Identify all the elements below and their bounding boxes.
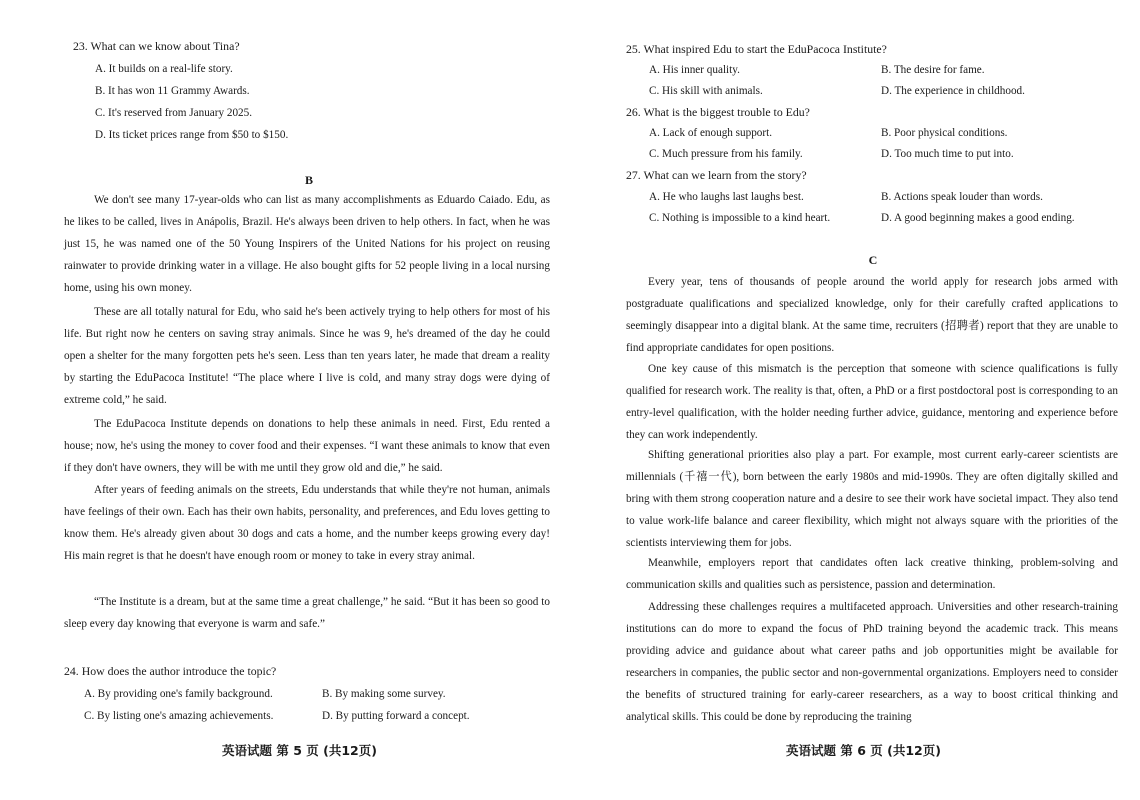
question-23-option-c: C. It's reserved from January 2025. xyxy=(95,107,253,119)
question-24-option-c: C. By listing one's amazing achievements. xyxy=(84,710,274,722)
section-c-paragraph-4: Meanwhile, employers report that candidates often lack creative thinking, problem-solving and communication skills and qualities such as persistence, passion and determination. xyxy=(626,557,1118,591)
section-b-heading: B xyxy=(304,173,313,187)
question-25-stem: 25. What inspired Edu to start the EduPacoca Institute? xyxy=(626,42,887,56)
question-25-option-b: B. The desire for fame. xyxy=(881,64,985,76)
question-23-option-b: B. It has won 11 Grammy Awards. xyxy=(95,85,250,97)
question-27-stem: 27. What can we learn from the story? xyxy=(626,168,807,182)
question-26-option-a: A. Lack of enough support. xyxy=(649,127,773,139)
question-24-option-b: B. By making some survey. xyxy=(322,688,446,700)
question-26-option-d: D. Too much time to put into. xyxy=(881,148,1014,160)
question-23-option-a: A. It builds on a real-life story. xyxy=(95,63,233,75)
right-page xyxy=(570,0,1140,800)
section-b-paragraph-2: These are all totally natural for Edu, who said he's been actively trying to help others for most of his life. But right now he centers on saving stray animals. Since he was 9, he's dreamed of the day he could open a shelter for the many forgotten pets he's seen. Less than ten years later, he made that dream a reality by starting the EduPacoca Institute! “The place where I live is cold, and many stray dogs were dying of extreme cold,” he said. xyxy=(64,306,550,406)
question-27-option-c: C. Nothing is impossible to a kind heart. xyxy=(649,212,831,224)
question-24-option-d: D. By putting forward a concept. xyxy=(322,710,470,722)
section-c-paragraph-1: Every year, tens of thousands of people around the world apply for research jobs armed with postgraduate qualifications and specialized knowledge, only for their carefully crafted applications to seemingly disappear into a digital blank. At the same time, recruiters (招聘者) report that they are unable to find appropriate candidates for open positions. xyxy=(626,276,1118,354)
question-24-stem: 24. How does the author introduce the topic? xyxy=(64,664,277,678)
question-27-option-a: A. He who laughs last laughs best. xyxy=(649,191,804,203)
section-b-paragraph-5: “The Institute is a dream, but at the same time a great challenge,” he said. “But it has been so good to sleep every day knowing that everyone is warm and safe.” xyxy=(64,596,550,630)
section-c-paragraph-5: Addressing these challenges requires a multifaceted approach. Universities and other research-training institutions can do more to expand the focus of PhD training beyond the academic track. This means providing advice and guidance about what career paths and job opportunities might be available for researchers in companies, the public sector and non-governmental organizations. Employers need to consider the benefits of structured training for early-career researchers, as a way to boost critical thinking and analytical skills. This could be done by reproducing the training xyxy=(626,601,1118,723)
question-25-option-d: D. The experience in childhood. xyxy=(881,85,1025,97)
question-26-option-b: B. Poor physical conditions. xyxy=(881,127,1008,139)
section-b-paragraph-3: The EduPacoca Institute depends on donations to help these animals in need. First, Edu rented a house; now, he's using the money to cover food and their expenses. “I want these animals to know that even if they don't have owners, they will be with me until they grow old and die,” he said. xyxy=(64,418,550,474)
question-26-stem: 26. What is the biggest trouble to Edu? xyxy=(626,105,810,119)
question-27-option-d: D. A good beginning makes a good ending. xyxy=(881,212,1075,224)
page-footer-6: 英语试题 第 6 页 (共12页) xyxy=(786,743,941,758)
question-25-option-c: C. His skill with animals. xyxy=(649,85,763,97)
section-c-heading: C xyxy=(868,253,878,267)
question-27-option-b: B. Actions speak louder than words. xyxy=(881,191,1043,203)
question-23-option-d: D. Its ticket prices range from $50 to $150. xyxy=(95,129,289,141)
page-footer-5: 英语试题 第 5 页 (共12页) xyxy=(222,743,377,758)
question-23-stem: 23. What can we know about Tina? xyxy=(73,39,240,53)
question-24-option-a: A. By providing one's family background. xyxy=(84,688,273,700)
section-b-paragraph-1: We don't see many 17-year-olds who can list as many accomplishments as Eduardo Caiado. Edu, as he likes to be called, lives in Anápolis, Brazil. He's always been driven to help others. In fact, when he was just 15, he was named one of the 50 Young Inspirers of the United Nations for his project on reusing rainwater to provide drinking water in a village. He also bought gifts for 52 people living in a local nursing home, using his own money. xyxy=(64,194,550,294)
section-c-paragraph-2: One key cause of this mismatch is the perception that someone with science qualifications is fully qualified for research work. The reality is that, often, a PhD or a first postdoctoral post is corresponding to an entry-level qualification, with the holder needing further advice, guidance, mentoring and experience before they can work independently. xyxy=(626,363,1118,441)
section-b-paragraph-4: After years of feeding animals on the streets, Edu understands that while they're not human, animals have feelings of their own. Each has their own habits, personality, and preferences, and Edu loves getting to know them. He's already given about 30 dogs and cats a home, and the number keeps growing every day! His main regret is that he doesn't have enough room or money to take in every stray animal. xyxy=(64,484,550,562)
question-25-option-a: A. His inner quality. xyxy=(649,64,740,76)
section-c-paragraph-3: Shifting generational priorities also play a part. For example, most current early-career scientists are millennials (千禧一代), born between the early 1980s and mid-1990s. They are often digitally skilled and bring with them strong cooperation nature and a desire to see their work have societal impact. They also tend to value work-life balance and career flexibility, which might not always square with the priorities of the scientists interviewing them for jobs. xyxy=(626,449,1118,549)
question-26-option-c: C. Much pressure from his family. xyxy=(649,148,803,160)
